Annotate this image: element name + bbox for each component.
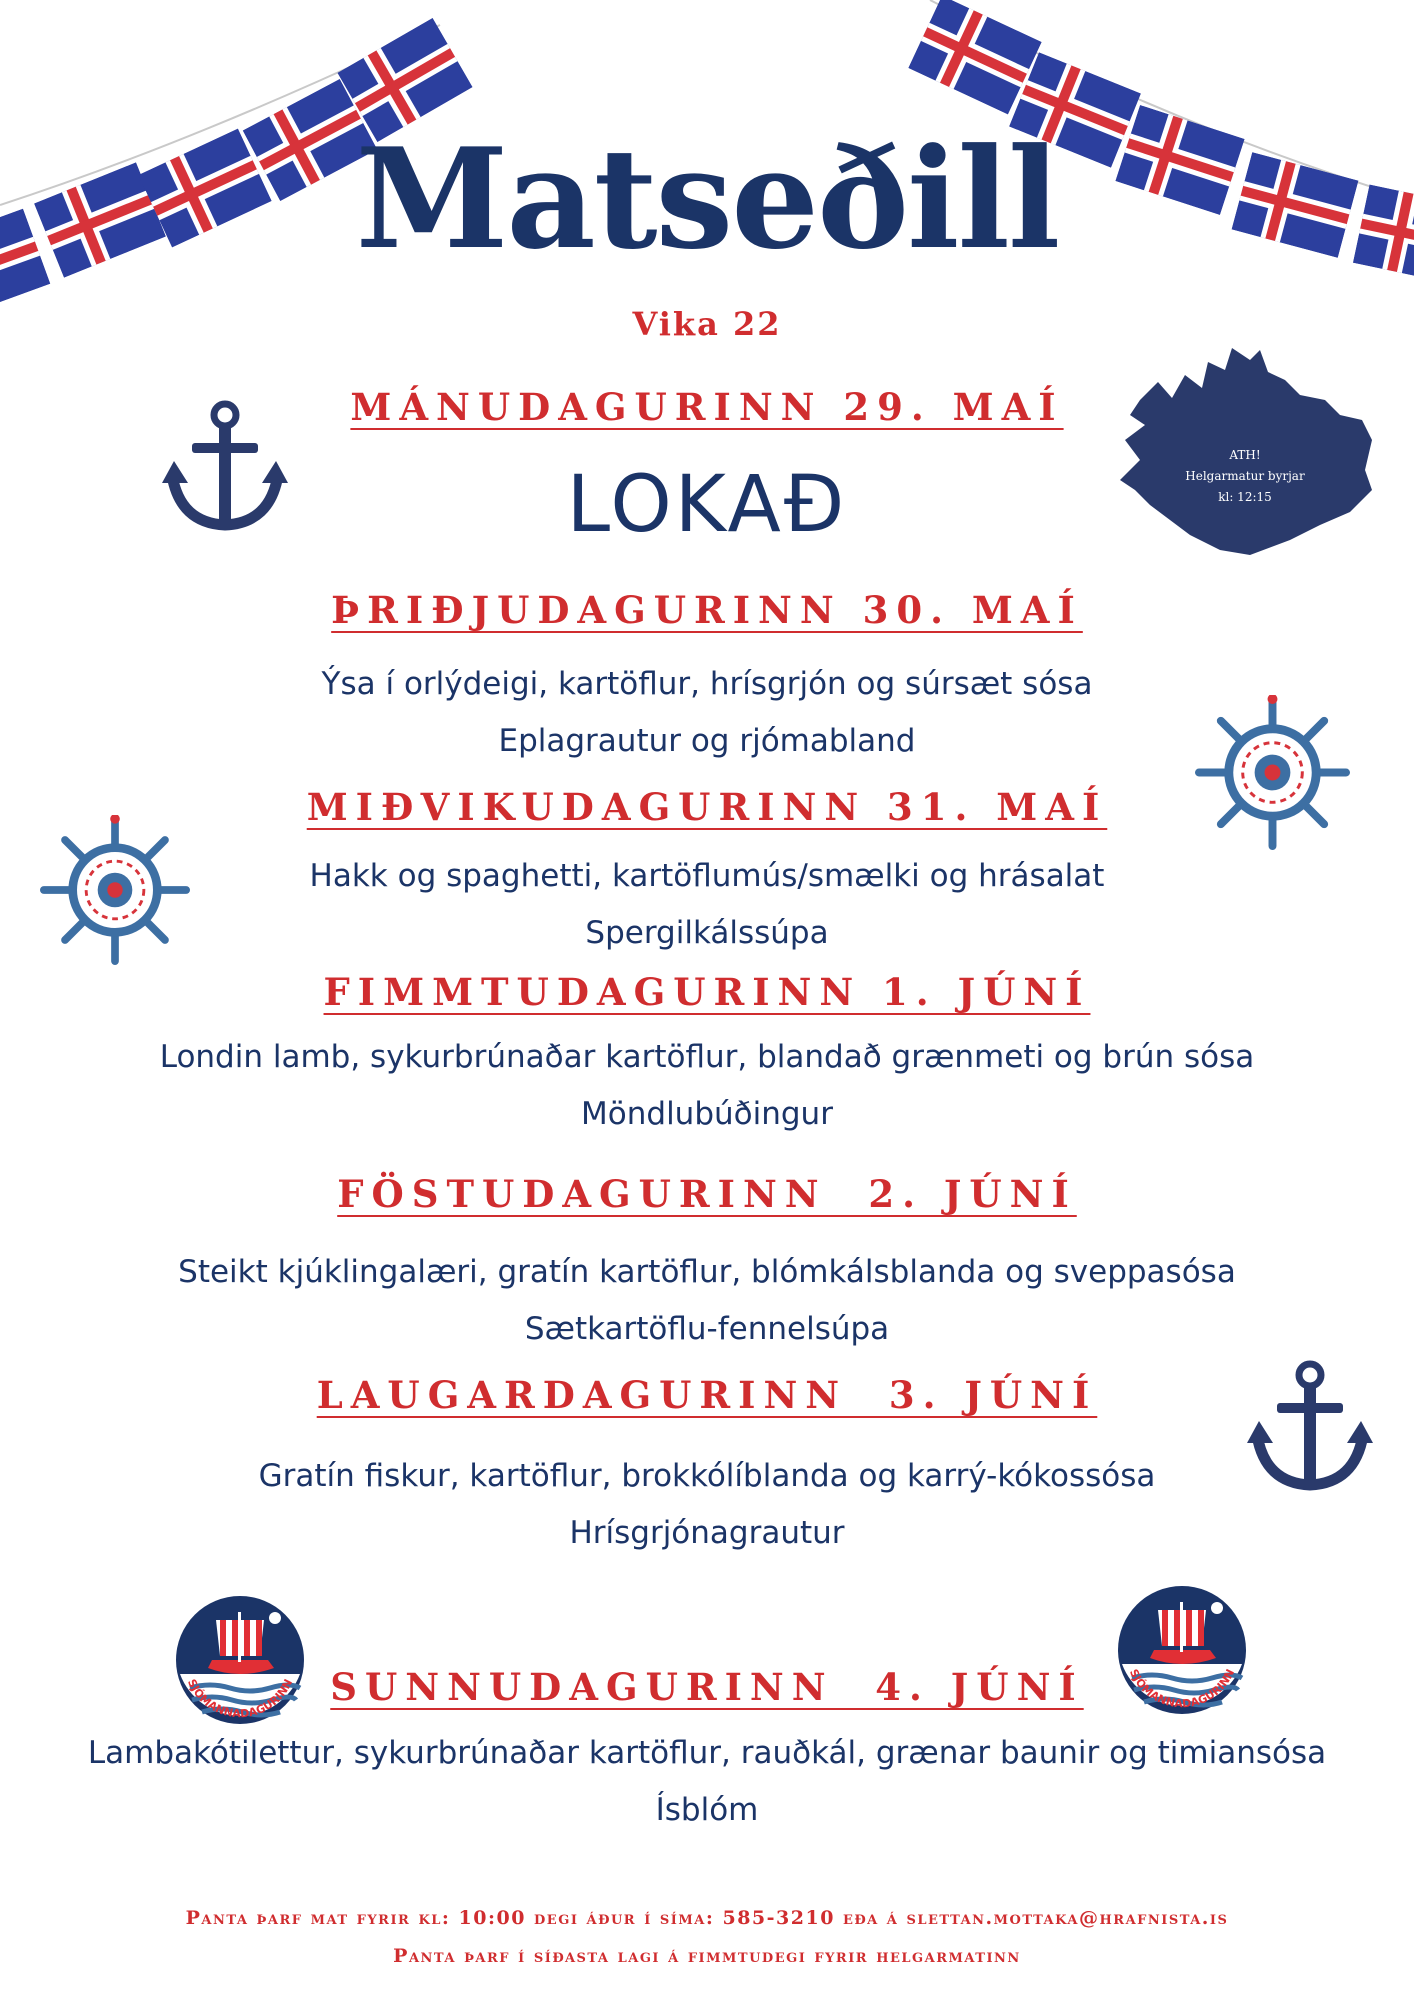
map-note-line: kl: 12:15	[1218, 490, 1272, 504]
sjomannadagurinn-logo	[170, 1590, 310, 1730]
closed-label: LOKAÐ	[566, 460, 848, 550]
footer-weekend-note: Panta þarf í síðasta lagi á fimmtudegi fyrir helgarmatinn	[393, 1945, 1021, 1967]
page-title: Matseðill	[355, 117, 1059, 280]
dish-main: Lambakótilettur, sykurbrúnaðar kartöflur, rauðkál, grænar baunir og timiansósa	[87, 1735, 1327, 1771]
day-heading-wednesday: MIÐVIKUDAGURINN 31. MAÍ	[306, 785, 1108, 829]
badge-text: SJÓMANNADAGURINN	[1126, 1667, 1238, 1711]
map-note-line: ATH!	[1229, 448, 1261, 462]
week-label: Vika 22	[632, 305, 782, 343]
day-heading-tuesday: ÞRIÐJUDAGURINN 30. MAÍ	[331, 588, 1083, 632]
day-heading-saturday: LAUGARDAGURINN 3. JÚNÍ	[316, 1373, 1098, 1417]
day-heading-friday: FÖSTUDAGURINN 2. JÚNÍ	[337, 1172, 1077, 1216]
dish-side: Ísblóm	[655, 1792, 759, 1828]
dish-main: Steikt kjúklingalæri, gratín kartöflur, blómkálsblanda og sveppasósa	[178, 1254, 1236, 1290]
dish-main: Gratín fiskur, kartöflur, brokkólíblanda og karrý-kókossósa	[258, 1458, 1156, 1494]
day-heading-thursday: FIMMTUDAGURINN 1. JÚNÍ	[323, 970, 1091, 1014]
day-heading-sunday: SUNNUDAGURINN 4. JÚNÍ	[330, 1665, 1084, 1709]
dish-side: Möndlubúðingur	[581, 1096, 833, 1132]
dish-side: Sætkartöflu-fennelsúpa	[524, 1311, 890, 1347]
ship-wheel-icon	[40, 815, 190, 965]
dish-main: Londin lamb, sykurbrúnaðar kartöflur, blandað grænmeti og brún sósa	[159, 1039, 1255, 1075]
dish-side: Eplagrautur og rjómabland	[498, 723, 916, 759]
dish-main: Ýsa í orlýdeigi, kartöflur, hrísgrjón og súrsæt sósa	[321, 666, 1093, 702]
footer-order-note: Panta þarf mat fyrir kl: 10:00 degi áður í síma: 585-3210 eða á slettan.mottaka@hrafnista.is	[185, 1907, 1229, 1929]
dish-side: Hrísgrjónagrautur	[569, 1515, 845, 1551]
day-heading-monday: MÁNUDAGURINN 29. MAÍ	[350, 385, 1064, 429]
dish-main: Hakk og spaghetti, kartöflumús/smælki og hrásalat	[309, 858, 1105, 894]
dish-side: Spergilkálssúpa	[585, 915, 829, 951]
map-note-line: Helgarmatur byrjar	[1185, 469, 1305, 483]
anchor-icon	[1245, 1355, 1375, 1495]
badge-text: SJÓMANNADAGURINN	[184, 1677, 296, 1721]
